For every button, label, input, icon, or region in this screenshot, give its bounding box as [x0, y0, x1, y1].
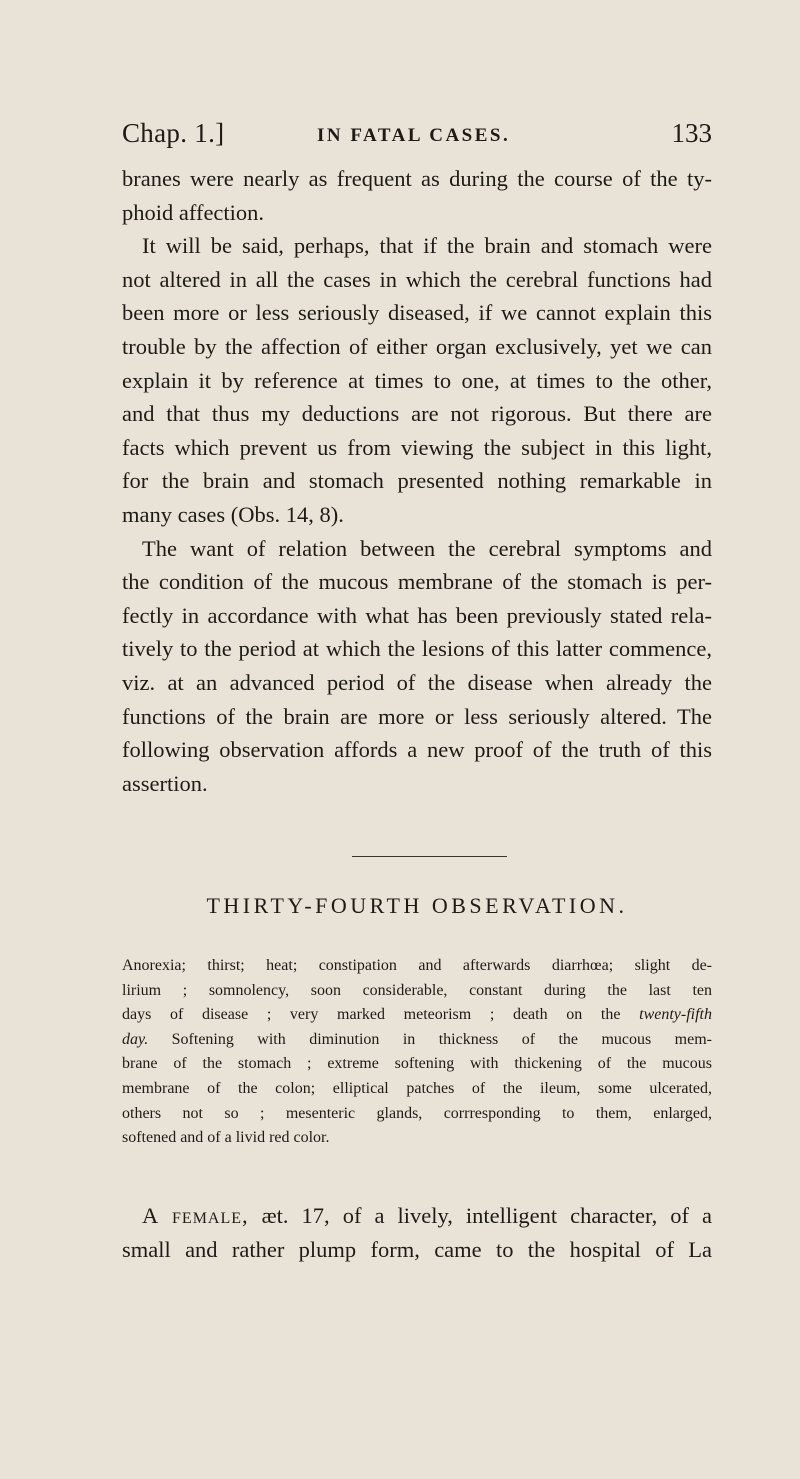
page-header [122, 118, 712, 158]
text-line: for the brain and stomach presented nothing remarkable in [122, 468, 712, 494]
text-line: following observation affords a new proof of the truth of this [122, 737, 712, 763]
text-line: facts which prevent us from viewing the subject in this light, [122, 434, 712, 460]
running-title: IN FATAL CASES. [317, 125, 511, 146]
summary-line: brane of the stomach ; extreme softening with thickening of the mucous [122, 1055, 712, 1073]
summary-line: membrane of the colon; elliptical patches of the ileum, some ulcerated, [122, 1079, 712, 1097]
text-line: trouble by the affection of either organ exclusively, yet we can [122, 333, 712, 359]
text-line: small and rather plump form, came to the hospital of La [122, 1236, 712, 1262]
summary-line-italic: twenty-fifth [639, 1006, 712, 1024]
text-line: phoid affection. [122, 199, 265, 225]
summary-line: others not so ; mesenteric glands, corrresponding to them, enlarged, [122, 1104, 712, 1122]
observation-title: THIRTY-FOURTH OBSERVATION. [206, 893, 628, 918]
text-line: and that thus my deductions are not rigorous. But there are [122, 401, 712, 427]
summary-line [122, 1028, 712, 1053]
summary-line-text: Softening with diminution in thickness of the mucous mem- [148, 1030, 712, 1048]
text-line: It will be said, perhaps, that if the brain and stomach were [142, 233, 712, 259]
text-line: many cases (Obs. 14, 8). [122, 501, 344, 527]
case-summary [122, 954, 712, 1151]
page-number: 133 [671, 118, 712, 148]
text-line: explain it by reference at times to one, at times to the other, [122, 367, 712, 393]
text-line: tively to the period at which the lesions of this latter commence, [122, 636, 712, 662]
smallcaps-lead: A female, [142, 1203, 249, 1228]
summary-line-text: days of disease ; very marked meteorism ; death on the [122, 1006, 640, 1024]
case-narrative [122, 1199, 712, 1266]
text-line: fectly in accordance with what has been previously stated rela- [122, 602, 712, 628]
text-line: The want of relation between the cerebral symptoms and [142, 535, 712, 561]
summary-line: softened and of a livid red color. [122, 1129, 330, 1147]
chapter-label: Chap. 1.] [122, 118, 225, 148]
summary-line [122, 1003, 712, 1028]
body-text [122, 162, 712, 800]
text-line: branes were nearly as frequent as during the course of the ty- [122, 166, 712, 191]
text-line: been more or less seriously diseased, if we cannot explain this [122, 300, 712, 326]
text-line: functions of the brain are more or less seriously altered. The [122, 703, 712, 729]
summary-line-italic: day. [122, 1030, 149, 1048]
text-line: the condition of the mucous membrane of the stomach is per- [122, 569, 712, 595]
text-line-rest: æt. 17, of a lively, intelligent character, of a [248, 1203, 712, 1228]
text-line [122, 1199, 712, 1233]
summary-line: Anorexia; thirst; heat; constipation and afterwards diarrhœa; slight de- [122, 957, 712, 974]
section-divider [352, 856, 507, 857]
text-line: assertion. [122, 770, 208, 796]
text-line: not altered in all the cases in which the cerebral functions had [122, 266, 712, 292]
summary-line: lirium ; somnolency, soon considerable, constant during the last ten [122, 981, 712, 999]
text-line: viz. at an advanced period of the disease when already the [122, 669, 712, 695]
